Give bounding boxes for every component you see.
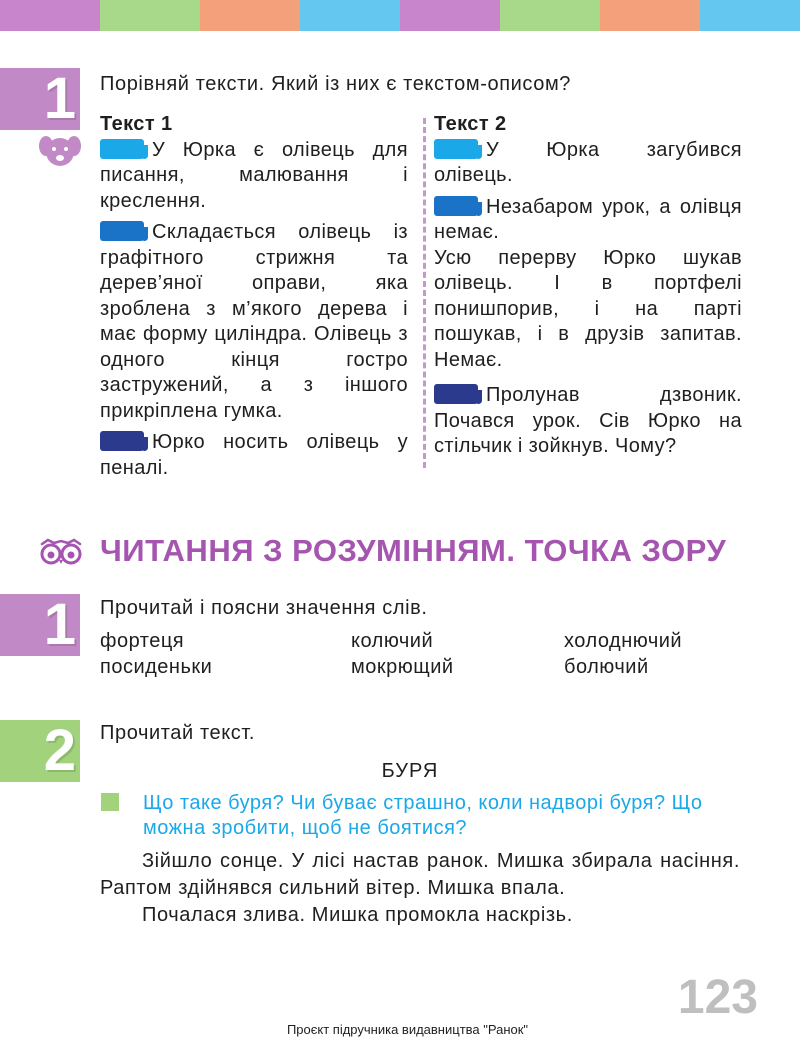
exercise-number: 1 — [43, 66, 76, 131]
text-1-paragraph: Складається олівець із графітного стрижня та дерев’яної оправи, яка зроблена з м’якого дерева і має форму циліндра. Олівець з одного кінця гостро застружений, а з іншого прикріплена гумка. — [100, 221, 408, 422]
vocabulary-word: холоднючий — [564, 630, 683, 652]
footer-note: Проєкт підручника видавництва "Ранок" — [286, 1022, 529, 1037]
color-stripe — [100, 0, 200, 31]
vocabulary-word: фортеця — [100, 630, 185, 652]
vocabulary-word: посиденьки — [100, 656, 213, 678]
owl-eyes-icon — [38, 538, 84, 566]
exercise-number: 2 — [43, 718, 76, 783]
text-1-column — [100, 112, 408, 481]
question-marker-icon — [101, 793, 119, 811]
exercise-number-badge — [0, 68, 80, 130]
exercise-task: Прочитай текст. — [100, 722, 256, 744]
text-2-paragraph: Усю перерву Юрко шукав олівець. І в портфелі понишпорив, і на парті пошукав, і в друзів запитав. Немає. — [434, 246, 742, 371]
vocabulary-word: болючий — [564, 656, 649, 678]
pre-reading-question: Що таке буря? Чи буває страшно, коли надворі буря? Що можна зробити, щоб не боятися? — [143, 792, 703, 839]
paragraph-marker-icon — [100, 221, 144, 241]
exercise-number-badge — [0, 594, 80, 656]
word-column — [100, 628, 212, 680]
color-stripe — [300, 0, 400, 31]
word-column — [564, 628, 682, 680]
text-2-heading: Текст 2 — [434, 113, 507, 135]
text-2-paragraph: Пролунав дзвоник. Почався урок. Сів Юрко на стільчик і зойкнув. Чому? — [434, 384, 742, 457]
paragraph-marker-icon — [434, 139, 478, 159]
page-number: 123 — [677, 971, 758, 1024]
text-1-heading: Текст 1 — [100, 113, 173, 135]
color-stripe — [400, 0, 500, 31]
story-paragraph: Почалася злива. Мишка промокла наскрізь. — [142, 904, 573, 926]
vocabulary-word: колючий — [351, 630, 434, 652]
color-stripe — [500, 0, 600, 31]
story-title: БУРЯ — [381, 760, 439, 782]
word-column — [351, 628, 454, 680]
color-stripe — [600, 0, 700, 31]
exercise-task: Порівняй тексти. Який із них є текстом-описом? — [100, 73, 572, 95]
paragraph-marker-icon — [100, 139, 144, 159]
vocabulary-word: мокрющий — [351, 656, 454, 678]
text-1-paragraph: Юрко носить олівець у пеналі. — [100, 431, 408, 479]
text-2-paragraph: У Юрка загубився олівець. — [434, 138, 742, 186]
color-stripe — [700, 0, 800, 31]
top-color-bar — [0, 0, 800, 31]
story-text — [100, 848, 740, 929]
section-title: ЧИТАННЯ З РОЗУМІННЯМ. ТОЧКА ЗОРУ — [100, 533, 727, 568]
exercise-number: 1 — [43, 592, 76, 657]
paragraph-marker-icon — [434, 196, 478, 216]
exercise-task: Прочитай і поясни значення слів. — [100, 597, 428, 619]
text-2-paragraph: Незабаром урок, а олівця немає. — [434, 195, 742, 243]
text-2-column — [434, 112, 742, 460]
text-1-paragraph: У Юрка є олівець для писання, малювання і креслення. — [100, 138, 408, 212]
paragraph-marker-icon — [100, 431, 144, 451]
dog-face-icon — [38, 134, 82, 168]
color-stripe — [200, 0, 300, 31]
color-stripe — [0, 0, 100, 31]
column-divider — [423, 118, 426, 468]
story-paragraph: Зійшло сонце. У лісі настав ранок. Мишка збирала насіння. Раптом здійнявся сильний вітер. Мишка впала. — [100, 850, 740, 899]
paragraph-marker-icon — [434, 384, 478, 404]
